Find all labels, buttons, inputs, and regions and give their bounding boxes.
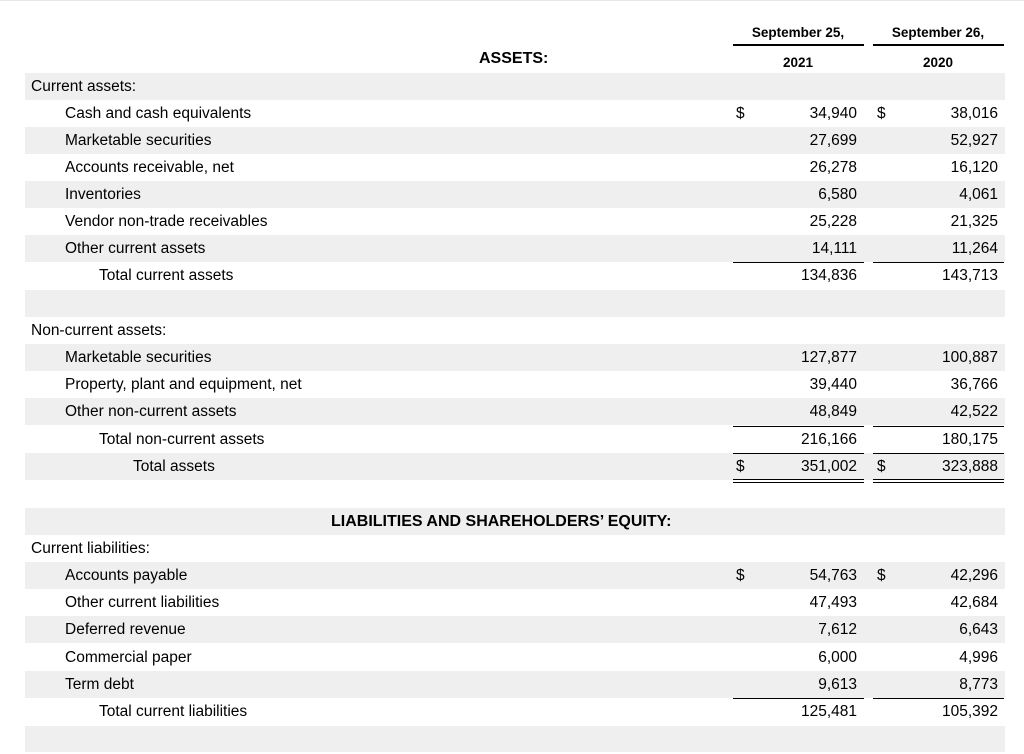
double-underline (733, 479, 864, 483)
row-label: Accounts payable (65, 567, 188, 584)
value-2020: 52,927 (950, 132, 998, 149)
value-2020: 100,887 (941, 349, 998, 366)
value-2020: 16,120 (950, 159, 998, 176)
subtotal-rule (873, 262, 1004, 263)
table-row (25, 698, 1005, 725)
table-row (25, 398, 1005, 425)
double-underline (873, 479, 1004, 483)
column-header-2020-rule (873, 44, 1004, 46)
value-2021: 216,166 (800, 431, 857, 448)
table-row (25, 535, 1005, 562)
total-rule (873, 453, 1004, 454)
row-label: Total non-current assets (99, 431, 265, 448)
row-label: Other current liabilities (65, 594, 220, 611)
currency-symbol: $ (877, 458, 886, 475)
spacer-row (25, 726, 1005, 752)
row-label: Other current assets (65, 240, 206, 257)
row-label: Property, plant and equipment, net (65, 376, 302, 393)
value-2021: 7,612 (818, 621, 857, 638)
value-2021: 134,836 (800, 267, 857, 284)
subtotal-rule (733, 698, 864, 699)
table-row (25, 154, 1005, 181)
table-row (25, 671, 1005, 698)
value-2020: 143,713 (941, 267, 998, 284)
value-2020: 4,996 (959, 649, 998, 666)
table-row (25, 453, 1005, 480)
value-2021: 27,699 (809, 132, 857, 149)
table-row (25, 344, 1005, 371)
value-2021: 6,580 (818, 186, 857, 203)
column-header-2021-line2: 2021 (782, 55, 814, 70)
value-2021: 14,111 (811, 240, 857, 257)
row-label: Total current liabilities (99, 703, 248, 720)
row-label: Total current assets (99, 267, 234, 284)
value-2021: 125,481 (800, 703, 857, 720)
row-label: Vendor non-trade receivables (65, 213, 268, 230)
value-2021: 34,940 (809, 105, 857, 122)
value-2021: 6,000 (818, 649, 857, 666)
total-rule (733, 453, 864, 454)
value-2021: 48,849 (809, 403, 857, 420)
value-2020: 42,522 (950, 403, 998, 420)
value-2020: 38,016 (950, 105, 998, 122)
table-row (25, 262, 1005, 289)
value-2020: 21,325 (950, 213, 998, 230)
subtotal-rule (873, 426, 1004, 427)
row-label: Current assets: (31, 78, 137, 95)
value-2021: 47,493 (809, 594, 857, 611)
value-2021: 9,613 (818, 676, 857, 693)
column-header-2021-rule (733, 44, 864, 46)
row-label: Marketable securities (65, 349, 212, 366)
table-row (25, 644, 1005, 671)
value-2020: 11,264 (951, 240, 998, 257)
table-row (25, 371, 1005, 398)
value-2021: 25,228 (809, 213, 857, 230)
row-label: Commercial paper (65, 649, 192, 666)
row-label: Non-current assets: (31, 322, 167, 339)
currency-symbol: $ (736, 105, 745, 122)
table-row (25, 317, 1005, 344)
table-row (25, 562, 1005, 589)
value-2020: 105,392 (941, 703, 998, 720)
table-row (25, 208, 1005, 235)
subtotal-rule (873, 698, 1004, 699)
value-2020: 323,888 (941, 458, 998, 475)
value-2021: 54,763 (809, 567, 857, 584)
value-2021: 26,278 (809, 159, 857, 176)
row-label: Other non-current assets (65, 403, 237, 420)
table-row (25, 127, 1005, 154)
value-2021: 351,002 (800, 458, 857, 475)
table-row (25, 73, 1005, 100)
row-label: Cash and cash equivalents (65, 105, 252, 122)
row-label: Inventories (65, 186, 141, 203)
column-header-2020-line2: 2020 (922, 55, 954, 70)
value-2020: 42,684 (950, 594, 998, 611)
top-border (0, 0, 1024, 1)
table-row (25, 589, 1005, 616)
table-row (25, 100, 1005, 127)
liabilities-heading: LIABILITIES AND SHAREHOLDERS’ EQUITY: (331, 513, 672, 530)
row-label: Marketable securities (65, 132, 212, 149)
value-2020: 4,061 (959, 186, 998, 203)
value-2020: 6,643 (959, 621, 998, 638)
value-2021: 127,877 (800, 349, 857, 366)
currency-symbol: $ (736, 567, 745, 584)
row-label: Total assets (133, 458, 215, 475)
column-header-2021-line1: September 25, (751, 25, 845, 40)
row-label: Deferred revenue (65, 621, 186, 638)
value-2020: 180,175 (941, 431, 998, 448)
subtotal-rule (733, 426, 864, 427)
column-header-2020-line1: September 26, (891, 25, 985, 40)
currency-symbol: $ (877, 105, 886, 122)
table-row (25, 616, 1005, 643)
value-2021: 39,440 (809, 376, 857, 393)
value-2020: 42,296 (950, 567, 998, 584)
table-row (25, 181, 1005, 208)
row-label: Current liabilities: (31, 540, 150, 557)
table-row (25, 235, 1005, 262)
value-2020: 8,773 (959, 676, 998, 693)
currency-symbol: $ (736, 458, 745, 475)
spacer-row (25, 290, 1005, 317)
row-label: Accounts receivable, net (65, 159, 234, 176)
currency-symbol: $ (877, 567, 886, 584)
assets-heading: ASSETS: (479, 50, 549, 67)
table-row (25, 426, 1005, 453)
subtotal-rule (733, 262, 864, 263)
row-label: Term debt (65, 676, 134, 693)
value-2020: 36,766 (950, 376, 998, 393)
